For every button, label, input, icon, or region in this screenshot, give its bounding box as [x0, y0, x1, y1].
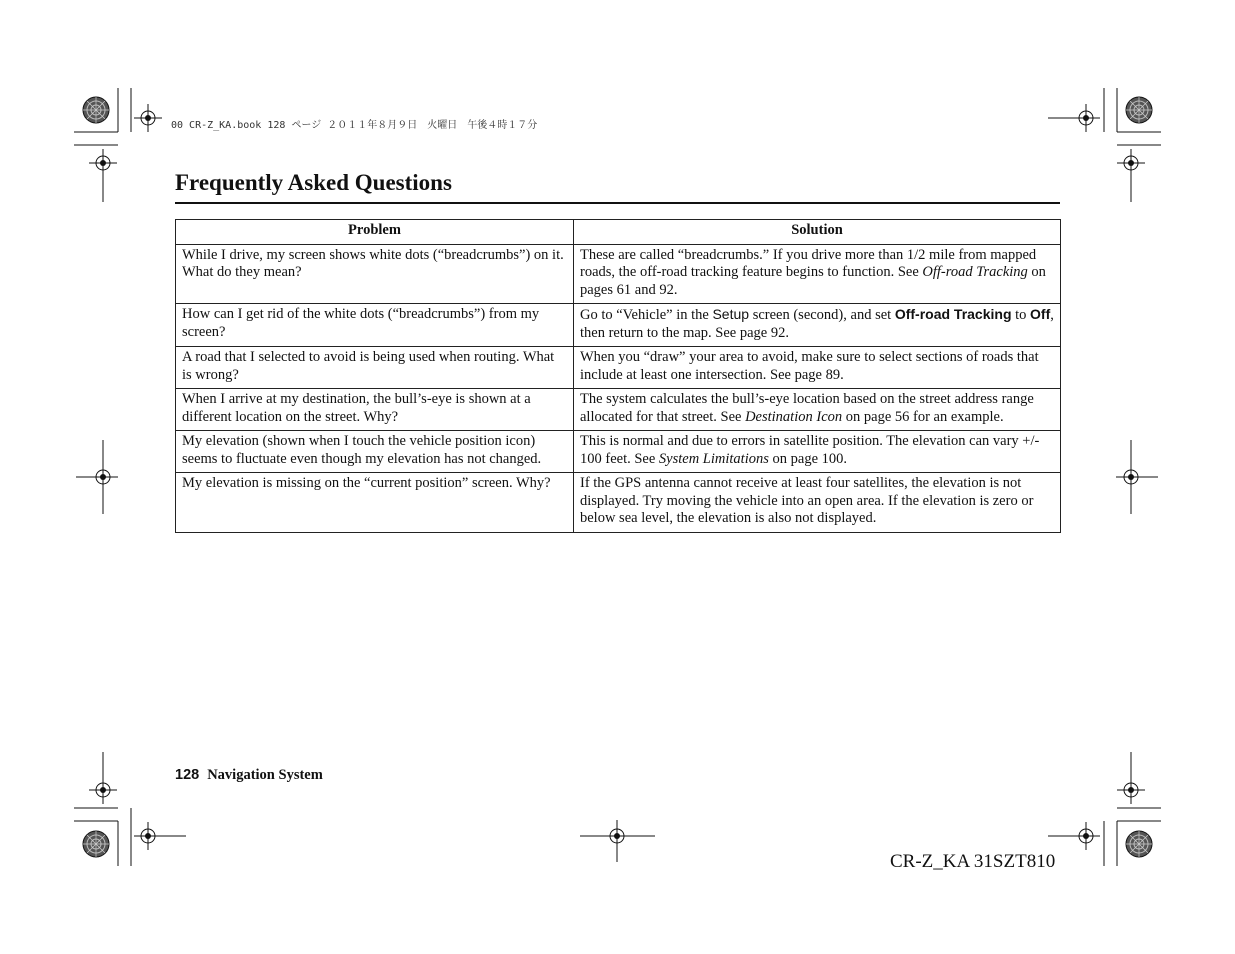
page-reference: Off-road Tracking [922, 264, 1028, 280]
table-row [176, 389, 1061, 431]
problem-cell: When I arrive at my destination, the bull’s-eye is shown at a different location on the street. Why? [176, 389, 574, 431]
crop-mark-mid-right [1116, 440, 1158, 514]
title-rule [175, 202, 1060, 204]
table-row [176, 347, 1061, 389]
page-reference: Destination Icon [745, 408, 843, 425]
solution-text: Go to “Vehicle” in the [580, 307, 713, 323]
option-name: Off-road Tracking [894, 306, 1012, 322]
solution-text: on pages 61 and 92. [580, 264, 1046, 298]
solution-text: to [1011, 307, 1031, 323]
column-header-problem: Problem [176, 220, 574, 245]
solution-text: on page 56 for an example. [842, 408, 1004, 425]
solution-cell: If the GPS antenna cannot receive at least four satellites, the elevation is not displayed. Try moving the vehicle into an open area. If the elevation is zero or below sea level, the elevation is also not displayed. [574, 473, 1061, 533]
crop-mark-bottom-right [1048, 752, 1161, 866]
crop-mark-bottom-center [580, 820, 655, 862]
problem-cell: My elevation (shown when I touch the vehicle position icon) seems to fluctuate even though my elevation has not changed. [176, 431, 574, 473]
solution-cell: When you “draw” your area to avoid, make sure to select sections of roads that include at least one intersection. See page 89. [574, 347, 1061, 389]
solution-text: This is normal and due to errors in satellite position. The elevation can vary +/- 100 feet. See [580, 433, 1040, 467]
page-title: Frequently Asked Questions [175, 170, 452, 195]
solution-text: screen (second), and set [749, 307, 895, 323]
solution-cell [574, 389, 1061, 431]
option-value: Off [1030, 306, 1051, 322]
solution-cell [574, 431, 1061, 473]
problem-cell: My elevation is missing on the “current position” screen. Why? [176, 473, 574, 533]
solution-text: The system calculates the bull’s-eye location based on the street address range allocated for that street. See [580, 391, 1034, 425]
faq-table [175, 219, 1061, 533]
table-row [176, 244, 1061, 304]
problem-cell: How can I get rid of the white dots (“breadcrumbs”) from my screen? [176, 304, 574, 347]
column-header-solution: Solution [574, 220, 1061, 245]
table-row [176, 431, 1061, 473]
page-footer [175, 767, 323, 784]
problem-cell: While I drive, my screen shows white dots (“breadcrumbs”) on it. What do they mean? [176, 244, 574, 304]
crop-mark-top-left [74, 88, 162, 202]
print-header-line: 00 CR-Z_KA.book 128 ページ ２０１１年８月９日 火曜日 午後４時１７分 [171, 120, 538, 131]
crop-mark-top-right [1048, 88, 1161, 202]
table-row [176, 473, 1061, 533]
section-name: Navigation System [207, 767, 323, 783]
solution-text: on page 100. [768, 450, 848, 467]
solution-cell [574, 304, 1061, 347]
document-id: CR-Z_KA 31SZT810 [890, 851, 1056, 872]
setup-screen-name: Setup [712, 306, 750, 322]
page-reference: System Limitations [658, 450, 769, 467]
table-row [176, 304, 1061, 347]
page-number: 128 [175, 767, 200, 783]
crop-mark-bottom-left [74, 752, 186, 866]
problem-cell: A road that I selected to avoid is being used when routing. What is wrong? [176, 347, 574, 389]
solution-text: These are called “breadcrumbs.” If you drive more than 1/2 mile from mapped roads, the off-road tracking feature begins to function. See [580, 246, 1037, 280]
crop-mark-mid-left [76, 440, 118, 514]
solution-text: , then return to the map. See page 92. [580, 307, 1054, 341]
solution-cell [574, 244, 1061, 304]
table-header-row [176, 220, 1061, 245]
